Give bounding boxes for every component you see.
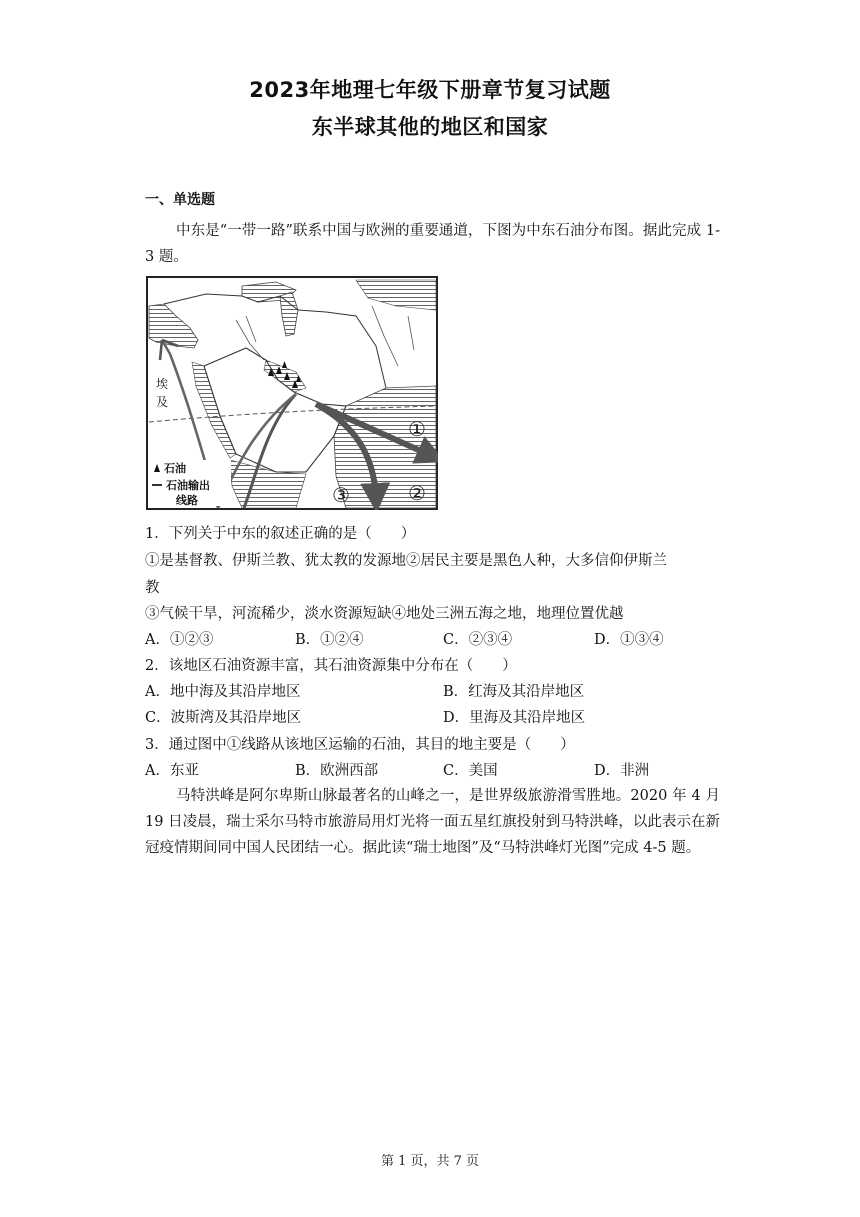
q3-option-b[interactable]: B．欧洲西部 [295,763,379,779]
q2-option-a[interactable]: A．地中海及其沿岸地区 [145,684,301,700]
legend-route-label-2: 线路 [176,494,198,507]
q1-option-c[interactable]: C．②③④ [443,632,513,648]
legend-oil-label: 石油 [164,462,186,475]
q3-option-d[interactable]: D．非洲 [594,763,650,779]
q1-statement-line3: ③气候干旱，河流稀少，淡水资源短缺④地处三洲五海之地，地理位置优越 [145,606,624,622]
q3-option-a[interactable]: A．东亚 [145,763,199,779]
q2-stem: 2．该地区石油资源丰富，其石油资源集中分布在（ ） [145,658,517,674]
q2-option-b[interactable]: B．红海及其沿岸地区 [443,684,585,700]
section-heading: 一、单选题 [145,192,215,208]
q2-option-d[interactable]: D．里海及其沿岸地区 [443,710,586,726]
egypt-label-1: 埃 [156,377,169,391]
document-subtitle: 东半球其他的地区和国家 [311,115,549,139]
q1-statement-line1: ①是基督教、伊斯兰教、犹太教的发源地②居民主要是黑色人种，大多信仰伊斯兰 [145,553,667,569]
intro-paragraph-2: 马特洪峰是阿尔卑斯山脉最著名的山峰之一，是世界级旅游滑雪胜地。2020 年 4 月 19 日凌晨，瑞士采尔马特市旅游局用灯光将一面五星红旗投射到马特洪峰，以此表示在新冠疫情期间同中国人民团结一心。据此读“瑞士地图”及“马特洪峰灯光图”完成 4-5 题。 [145,788,720,856]
route-1-label: ① [408,417,426,441]
middle-east-oil-map [146,276,438,510]
q3-option-c[interactable]: C．美国 [443,763,498,779]
q1-option-a[interactable]: A．①②③ [145,632,214,648]
legend-route-label-1: 石油输出 [166,479,210,492]
page-footer: 第 1 页，共 7 页 [380,1154,480,1169]
intro-paragraph-1: 中东是“一带一路”联系中国与欧洲的重要通道，下图为中东石油分布图。据此完成 1-3 题。 [145,223,720,265]
route-2-label: ② [408,481,426,505]
q1-option-b[interactable]: B．①②④ [295,632,364,648]
route-3-label: ③ [332,483,350,507]
document-title: 2023年地理七年级下册章节复习试题 [249,78,611,102]
q1-stem: 1．下列关于中东的叙述正确的是（ ） [145,526,416,542]
q1-option-d[interactable]: D．①③④ [594,632,664,648]
q1-statement-line2: 教 [145,580,160,596]
egypt-label-2: 及 [156,395,169,409]
q3-stem: 3．通过图中①线路从该地区运输的石油，其目的地主要是（ ） [145,737,575,753]
q2-option-c[interactable]: C．波斯湾及其沿岸地区 [145,710,302,726]
